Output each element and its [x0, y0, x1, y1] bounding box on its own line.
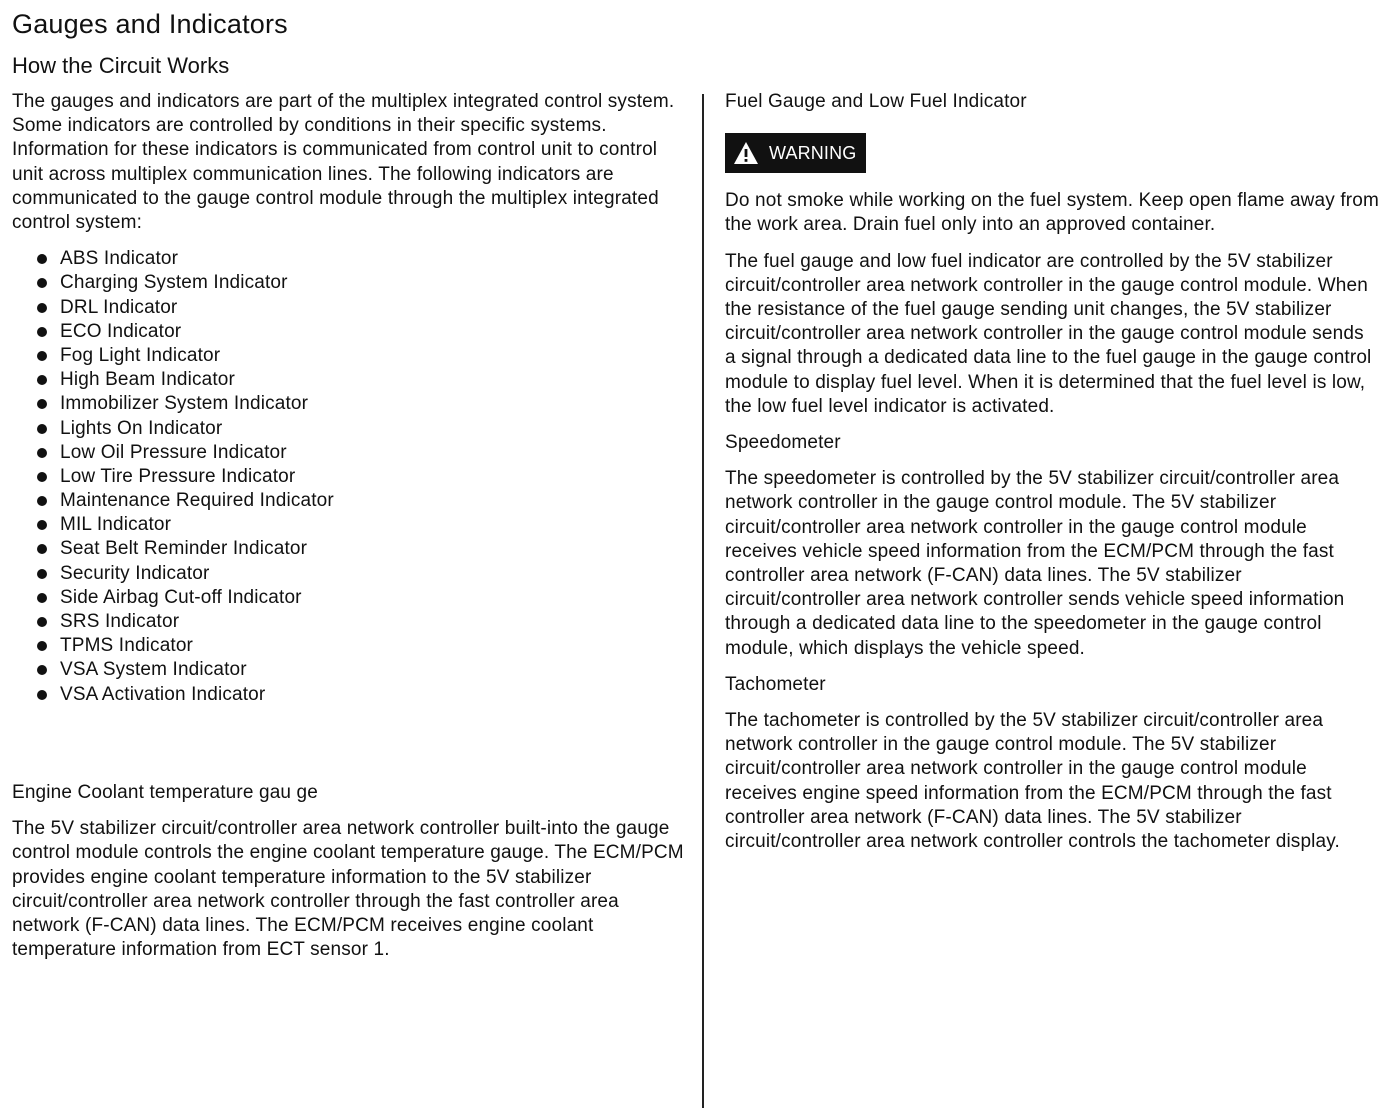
indicator-list-item: [12, 441, 688, 465]
indicator-list-item: [12, 537, 688, 561]
bullet-icon: [37, 351, 47, 361]
right-column: [725, 90, 1379, 854]
indicator-label: TPMS Indicator: [60, 635, 194, 657]
speedometer-paragraph: The speedometer is controlled by the 5V stabilizer circuit/controller area network controller in the gauge control module. The 5V stabilizer circuit/controller area network controller in the gauge control module receives vehicle speed information from the ECM/PCM through the fast controller area network (F-CAN) data lines. The 5V stabilizer circuit/controller area network controller sends vehicle speed information through a dedicated data line to the speedometer in the gauge control module, which displays the vehicle speed.: [725, 468, 1345, 659]
indicator-list-item: [12, 513, 688, 537]
left-column: [12, 90, 688, 707]
bullet-icon: [37, 327, 47, 337]
indicator-list-item: [12, 368, 688, 392]
bullet-icon: [37, 448, 47, 458]
tachometer-heading: Tachometer: [725, 673, 826, 695]
indicator-label: MIL Indicator: [60, 514, 172, 536]
fuel-paragraph: The fuel gauge and low fuel indicator are controlled by the 5V stabilizer circuit/controller area network controller in the gauge control module. When the resistance of the fuel gauge sending unit changes, the 5V stabilizer circuit/controller area network controller in the gauge control module sends a signal through a dedicated data line to the fuel gauge in the gauge control module to display fuel level. When it is determined that the fuel level is low, the low fuel level indicator is activated.: [725, 250, 1372, 417]
indicator-list-item: [12, 658, 688, 682]
coolant-paragraph: The 5V stabilizer circuit/controller area network controller built-into the gauge control module controls the engine coolant temperature gauge. The ECM/PCM provides engine coolant temperature information to the 5V stabilizer circuit/controller area network controller through the fast controller area network (F-CAN) data lines. The ECM/PCM receives engine coolant temperature information from ECT sensor 1.: [12, 818, 684, 961]
intro-paragraph: The gauges and indicators are part of the multiplex integrated control system. Some indicators are controlled by conditions in their specific systems. Information for these indicators is communicated from control unit to control unit across multiplex communication lines. The following indicators are communicated to the gauge control module through the multiplex integrated control system:: [12, 91, 675, 234]
bullet-icon: [37, 303, 47, 313]
bullet-icon: [37, 375, 47, 385]
bullet-icon: [37, 278, 47, 288]
warning-badge: [725, 133, 866, 173]
indicator-list-item: [12, 296, 688, 320]
indicator-list-item: [12, 683, 688, 707]
indicator-label: High Beam Indicator: [60, 369, 235, 391]
indicator-label: SRS Indicator: [60, 611, 180, 633]
indicator-label: Fog Light Indicator: [60, 344, 221, 366]
bullet-icon: [37, 544, 47, 554]
indicator-label: Side Airbag Cut-off Indicator: [60, 586, 302, 608]
bullet-icon: [37, 665, 47, 675]
bullet-icon: [37, 496, 47, 506]
bullet-icon: [37, 617, 47, 627]
indicator-list-item: [12, 586, 688, 610]
indicator-label: Low Oil Pressure Indicator: [60, 441, 287, 463]
indicator-list-item: [12, 271, 688, 295]
indicator-list-item: [12, 344, 688, 368]
indicator-list-item: [12, 247, 688, 271]
indicator-list-item: [12, 562, 688, 586]
indicator-label: VSA System Indicator: [60, 659, 247, 681]
bullet-icon: [37, 569, 47, 579]
bullet-icon: [37, 641, 47, 651]
coolant-heading: Engine Coolant temperature gau ge: [12, 782, 318, 803]
indicator-label: Lights On Indicator: [60, 417, 223, 439]
bullet-icon: [37, 424, 47, 434]
indicator-label: Immobilizer System Indicator: [60, 393, 309, 415]
coolant-section: [12, 781, 688, 962]
indicator-label: Maintenance Required Indicator: [60, 490, 334, 512]
indicator-list-item: [12, 465, 688, 489]
fuel-heading: Fuel Gauge and Low Fuel Indicator: [725, 91, 1027, 112]
indicator-list-item: [12, 610, 688, 634]
indicator-list-item: [12, 489, 688, 513]
bullet-icon: [37, 399, 47, 409]
page-title: Gauges and Indicators: [12, 9, 288, 39]
indicator-list: [12, 247, 688, 707]
column-divider: [702, 94, 704, 1108]
bullet-icon: [37, 690, 47, 700]
warning-triangle-icon: [733, 141, 759, 165]
warning-text: Do not smoke while working on the fuel system. Keep open flame away from the work area. Drain fuel only into an approved container.: [725, 190, 1379, 236]
indicator-list-item: [12, 634, 688, 658]
indicator-list-item: [12, 320, 688, 344]
speedometer-heading: Speedometer: [725, 432, 841, 454]
indicator-label: VSA Activation Indicator: [60, 683, 266, 705]
indicator-label: ABS Indicator: [60, 248, 179, 270]
indicator-label: Charging System Indicator: [60, 272, 288, 294]
bullet-icon: [37, 593, 47, 603]
bullet-icon: [37, 472, 47, 482]
indicator-label: DRL Indicator: [60, 296, 178, 318]
indicator-label: Low Tire Pressure Indicator: [60, 465, 296, 487]
indicator-label: ECO Indicator: [60, 320, 182, 342]
bullet-icon: [37, 254, 47, 264]
indicator-label: Seat Belt Reminder Indicator: [60, 538, 308, 560]
tachometer-paragraph: The tachometer is controlled by the 5V stabilizer circuit/controller area network controller in the gauge control module. The 5V stabilizer circuit/controller area network controller in the gauge control module receives engine speed information from the ECM/PCM through the fast controller area network (F-CAN) data lines. The 5V stabilizer circuit/controller area network controller controls the tachometer display.: [725, 710, 1340, 853]
bullet-icon: [37, 520, 47, 530]
indicator-list-item: [12, 392, 688, 416]
indicator-label: Security Indicator: [60, 562, 210, 584]
section-title: How the Circuit Works: [12, 53, 230, 78]
warning-label: WARNING: [769, 143, 857, 164]
indicator-list-item: [12, 417, 688, 441]
